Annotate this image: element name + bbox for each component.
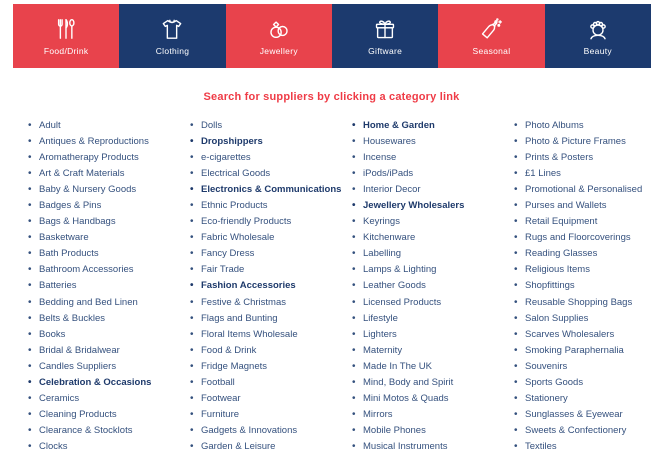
category-link-smoking-paraphernalia[interactable]: • Smoking Paraphernalia: [514, 343, 658, 359]
tab-giftware[interactable]: [332, 4, 438, 68]
category-link-incense[interactable]: • Incense: [352, 150, 514, 166]
category-link-cleaning-products[interactable]: • Cleaning Products: [28, 407, 190, 423]
category-link-interior-decor[interactable]: • Interior Decor: [352, 182, 514, 198]
category-tab-bar: [13, 4, 651, 68]
category-link-rugs-and-floorcoverings[interactable]: • Rugs and Floorcoverings: [514, 230, 658, 246]
category-link-retail-equipment[interactable]: • Retail Equipment: [514, 214, 658, 230]
category-link-bath-products[interactable]: • Bath Products: [28, 246, 190, 262]
category-link-food-drink[interactable]: • Food & Drink: [190, 343, 352, 359]
category-link-eco-friendly-products[interactable]: • Eco-friendly Products: [190, 214, 352, 230]
category-link-religious-items[interactable]: • Religious Items: [514, 262, 658, 278]
category-link-clocks[interactable]: • Clocks: [28, 439, 190, 455]
cutlery-icon: [53, 16, 79, 42]
category-link-purses-and-wallets[interactable]: • Purses and Wallets: [514, 198, 658, 214]
category-link-badges-pins[interactable]: • Badges & Pins: [28, 198, 190, 214]
beauty-icon: [585, 16, 611, 42]
category-link-fair-trade[interactable]: • Fair Trade: [190, 262, 352, 278]
category-link-antiques-reproductions[interactable]: • Antiques & Reproductions: [28, 134, 190, 150]
category-link-mobile-phones[interactable]: • Mobile Phones: [352, 423, 514, 439]
category-column: [352, 118, 514, 455]
category-link-e-cigarettes[interactable]: • e-cigarettes: [190, 150, 352, 166]
tab-label: Beauty: [583, 46, 612, 56]
tshirt-icon: [159, 16, 185, 42]
category-link-bathroom-accessories[interactable]: • Bathroom Accessories: [28, 262, 190, 278]
page-title: Search for suppliers by clicking a category link: [203, 91, 460, 103]
category-link-sports-goods[interactable]: • Sports Goods: [514, 375, 658, 391]
category-link-leather-goods[interactable]: • Leather Goods: [352, 278, 514, 294]
tab-jewellery[interactable]: [226, 4, 332, 68]
category-link-kitchenware[interactable]: • Kitchenware: [352, 230, 514, 246]
category-link-bags-handbags[interactable]: • Bags & Handbags: [28, 214, 190, 230]
category-link-souvenirs[interactable]: • Souvenirs: [514, 359, 658, 375]
category-link-dolls[interactable]: • Dolls: [190, 118, 352, 134]
category-link-stationery[interactable]: • Stationery: [514, 391, 658, 407]
category-link-mind-body-and-spirit[interactable]: • Mind, Body and Spirit: [352, 375, 514, 391]
tab-label: Food/Drink: [43, 46, 89, 56]
category-link-celebration-occasions[interactable]: • Celebration & Occasions: [28, 375, 190, 391]
tab-food-drink[interactable]: [13, 4, 119, 68]
category-link-footwear[interactable]: • Footwear: [190, 391, 352, 407]
category-link-mirrors[interactable]: • Mirrors: [352, 407, 514, 423]
category-link-furniture[interactable]: • Furniture: [190, 407, 352, 423]
tab-label: Jewellery: [259, 46, 298, 56]
category-link-musical-instruments[interactable]: • Musical Instruments: [352, 439, 514, 455]
category-link-photo-picture-frames[interactable]: • Photo & Picture Frames: [514, 134, 658, 150]
category-link-batteries[interactable]: • Batteries: [28, 278, 190, 294]
category-link-scarves-wholesalers[interactable]: • Scarves Wholesalers: [514, 327, 658, 343]
category-link-lifestyle[interactable]: • Lifestyle: [352, 311, 514, 327]
category-column: [28, 118, 190, 455]
category-link-flags-and-bunting[interactable]: • Flags and Bunting: [190, 311, 352, 327]
category-link-keyrings[interactable]: • Keyrings: [352, 214, 514, 230]
category-link-electronics-communications[interactable]: • Electronics & Communications: [190, 182, 352, 198]
category-link-promotional-personalised[interactable]: • Promotional & Personalised: [514, 182, 658, 198]
category-link-reusable-shopping-bags[interactable]: • Reusable Shopping Bags: [514, 295, 658, 311]
category-columns: [28, 118, 658, 455]
category-link-mini-motos-quads[interactable]: • Mini Motos & Quads: [352, 391, 514, 407]
category-link-ipods-ipads[interactable]: • iPods/iPads: [352, 166, 514, 182]
category-link-basketware[interactable]: • Basketware: [28, 230, 190, 246]
category-column: [514, 118, 658, 455]
category-link-books[interactable]: • Books: [28, 327, 190, 343]
category-link-bridal-bridalwear[interactable]: • Bridal & Bridalwear: [28, 343, 190, 359]
category-link-clearance-stocklots[interactable]: • Clearance & Stocklots: [28, 423, 190, 439]
category-link-reading-glasses[interactable]: • Reading Glasses: [514, 246, 658, 262]
gift-icon: [372, 16, 398, 42]
category-link-labelling[interactable]: • Labelling: [352, 246, 514, 262]
category-link-sweets-confectionery[interactable]: • Sweets & Confectionery: [514, 423, 658, 439]
category-link-gadgets-innovations[interactable]: • Gadgets & Innovations: [190, 423, 352, 439]
category-link-bedding-and-bed-linen[interactable]: • Bedding and Bed Linen: [28, 295, 190, 311]
category-link-shopfittings[interactable]: • Shopfittings: [514, 278, 658, 294]
rings-icon: [266, 16, 292, 42]
category-link-fridge-magnets[interactable]: • Fridge Magnets: [190, 359, 352, 375]
category-link-jewellery-wholesalers[interactable]: • Jewellery Wholesalers: [352, 198, 514, 214]
category-link-floral-items-wholesale[interactable]: • Floral Items Wholesale: [190, 327, 352, 343]
category-link-home-garden[interactable]: • Home & Garden: [352, 118, 514, 134]
category-link-sunglasses-eyewear[interactable]: • Sunglasses & Eyewear: [514, 407, 658, 423]
tab-label: Clothing: [155, 46, 190, 56]
champagne-icon: [478, 16, 504, 42]
category-link-electrical-goods[interactable]: • Electrical Goods: [190, 166, 352, 182]
category-link-lighters[interactable]: • Lighters: [352, 327, 514, 343]
category-link-ceramics[interactable]: • Ceramics: [28, 391, 190, 407]
category-link-art-craft-materials[interactable]: • Art & Craft Materials: [28, 166, 190, 182]
category-link-salon-supplies[interactable]: • Salon Supplies: [514, 311, 658, 327]
category-link-candles-suppliers[interactable]: • Candles Suppliers: [28, 359, 190, 375]
category-link-dropshippers[interactable]: • Dropshippers: [190, 134, 352, 150]
category-column: [190, 118, 352, 455]
tab-label: Giftware: [368, 46, 403, 56]
category-link-textiles[interactable]: • Textiles: [514, 439, 658, 455]
category-link-fashion-accessories[interactable]: • Fashion Accessories: [190, 278, 352, 294]
tab-seasonal[interactable]: [438, 4, 544, 68]
category-link-lamps-lighting[interactable]: • Lamps & Lighting: [352, 262, 514, 278]
category-link-festive-christmas[interactable]: • Festive & Christmas: [190, 295, 352, 311]
category-link-ethnic-products[interactable]: • Ethnic Products: [190, 198, 352, 214]
category-link-maternity[interactable]: • Maternity: [352, 343, 514, 359]
category-link-photo-albums[interactable]: • Photo Albums: [514, 118, 658, 134]
category-link-belts-buckles[interactable]: • Belts & Buckles: [28, 311, 190, 327]
category-link-prints-posters[interactable]: • Prints & Posters: [514, 150, 658, 166]
tab-clothing[interactable]: [119, 4, 225, 68]
category-link-football[interactable]: • Football: [190, 375, 352, 391]
category-link-housewares[interactable]: • Housewares: [352, 134, 514, 150]
category-link-aromatherapy-products[interactable]: • Aromatherapy Products: [28, 150, 190, 166]
category-link-licensed-products[interactable]: • Licensed Products: [352, 295, 514, 311]
category-link-fancy-dress[interactable]: • Fancy Dress: [190, 246, 352, 262]
category-link-made-in-the-uk[interactable]: • Made In The UK: [352, 359, 514, 375]
category-link-baby-nursery-goods[interactable]: • Baby & Nursery Goods: [28, 182, 190, 198]
tab-label: Seasonal: [472, 46, 511, 56]
category-link-adult[interactable]: • Adult: [28, 118, 190, 134]
category-link-garden-leisure[interactable]: • Garden & Leisure: [190, 439, 352, 455]
category-link-fabric-wholesale[interactable]: • Fabric Wholesale: [190, 230, 352, 246]
tab-beauty[interactable]: [545, 4, 651, 68]
category-link-1-lines[interactable]: • £1 Lines: [514, 166, 658, 182]
